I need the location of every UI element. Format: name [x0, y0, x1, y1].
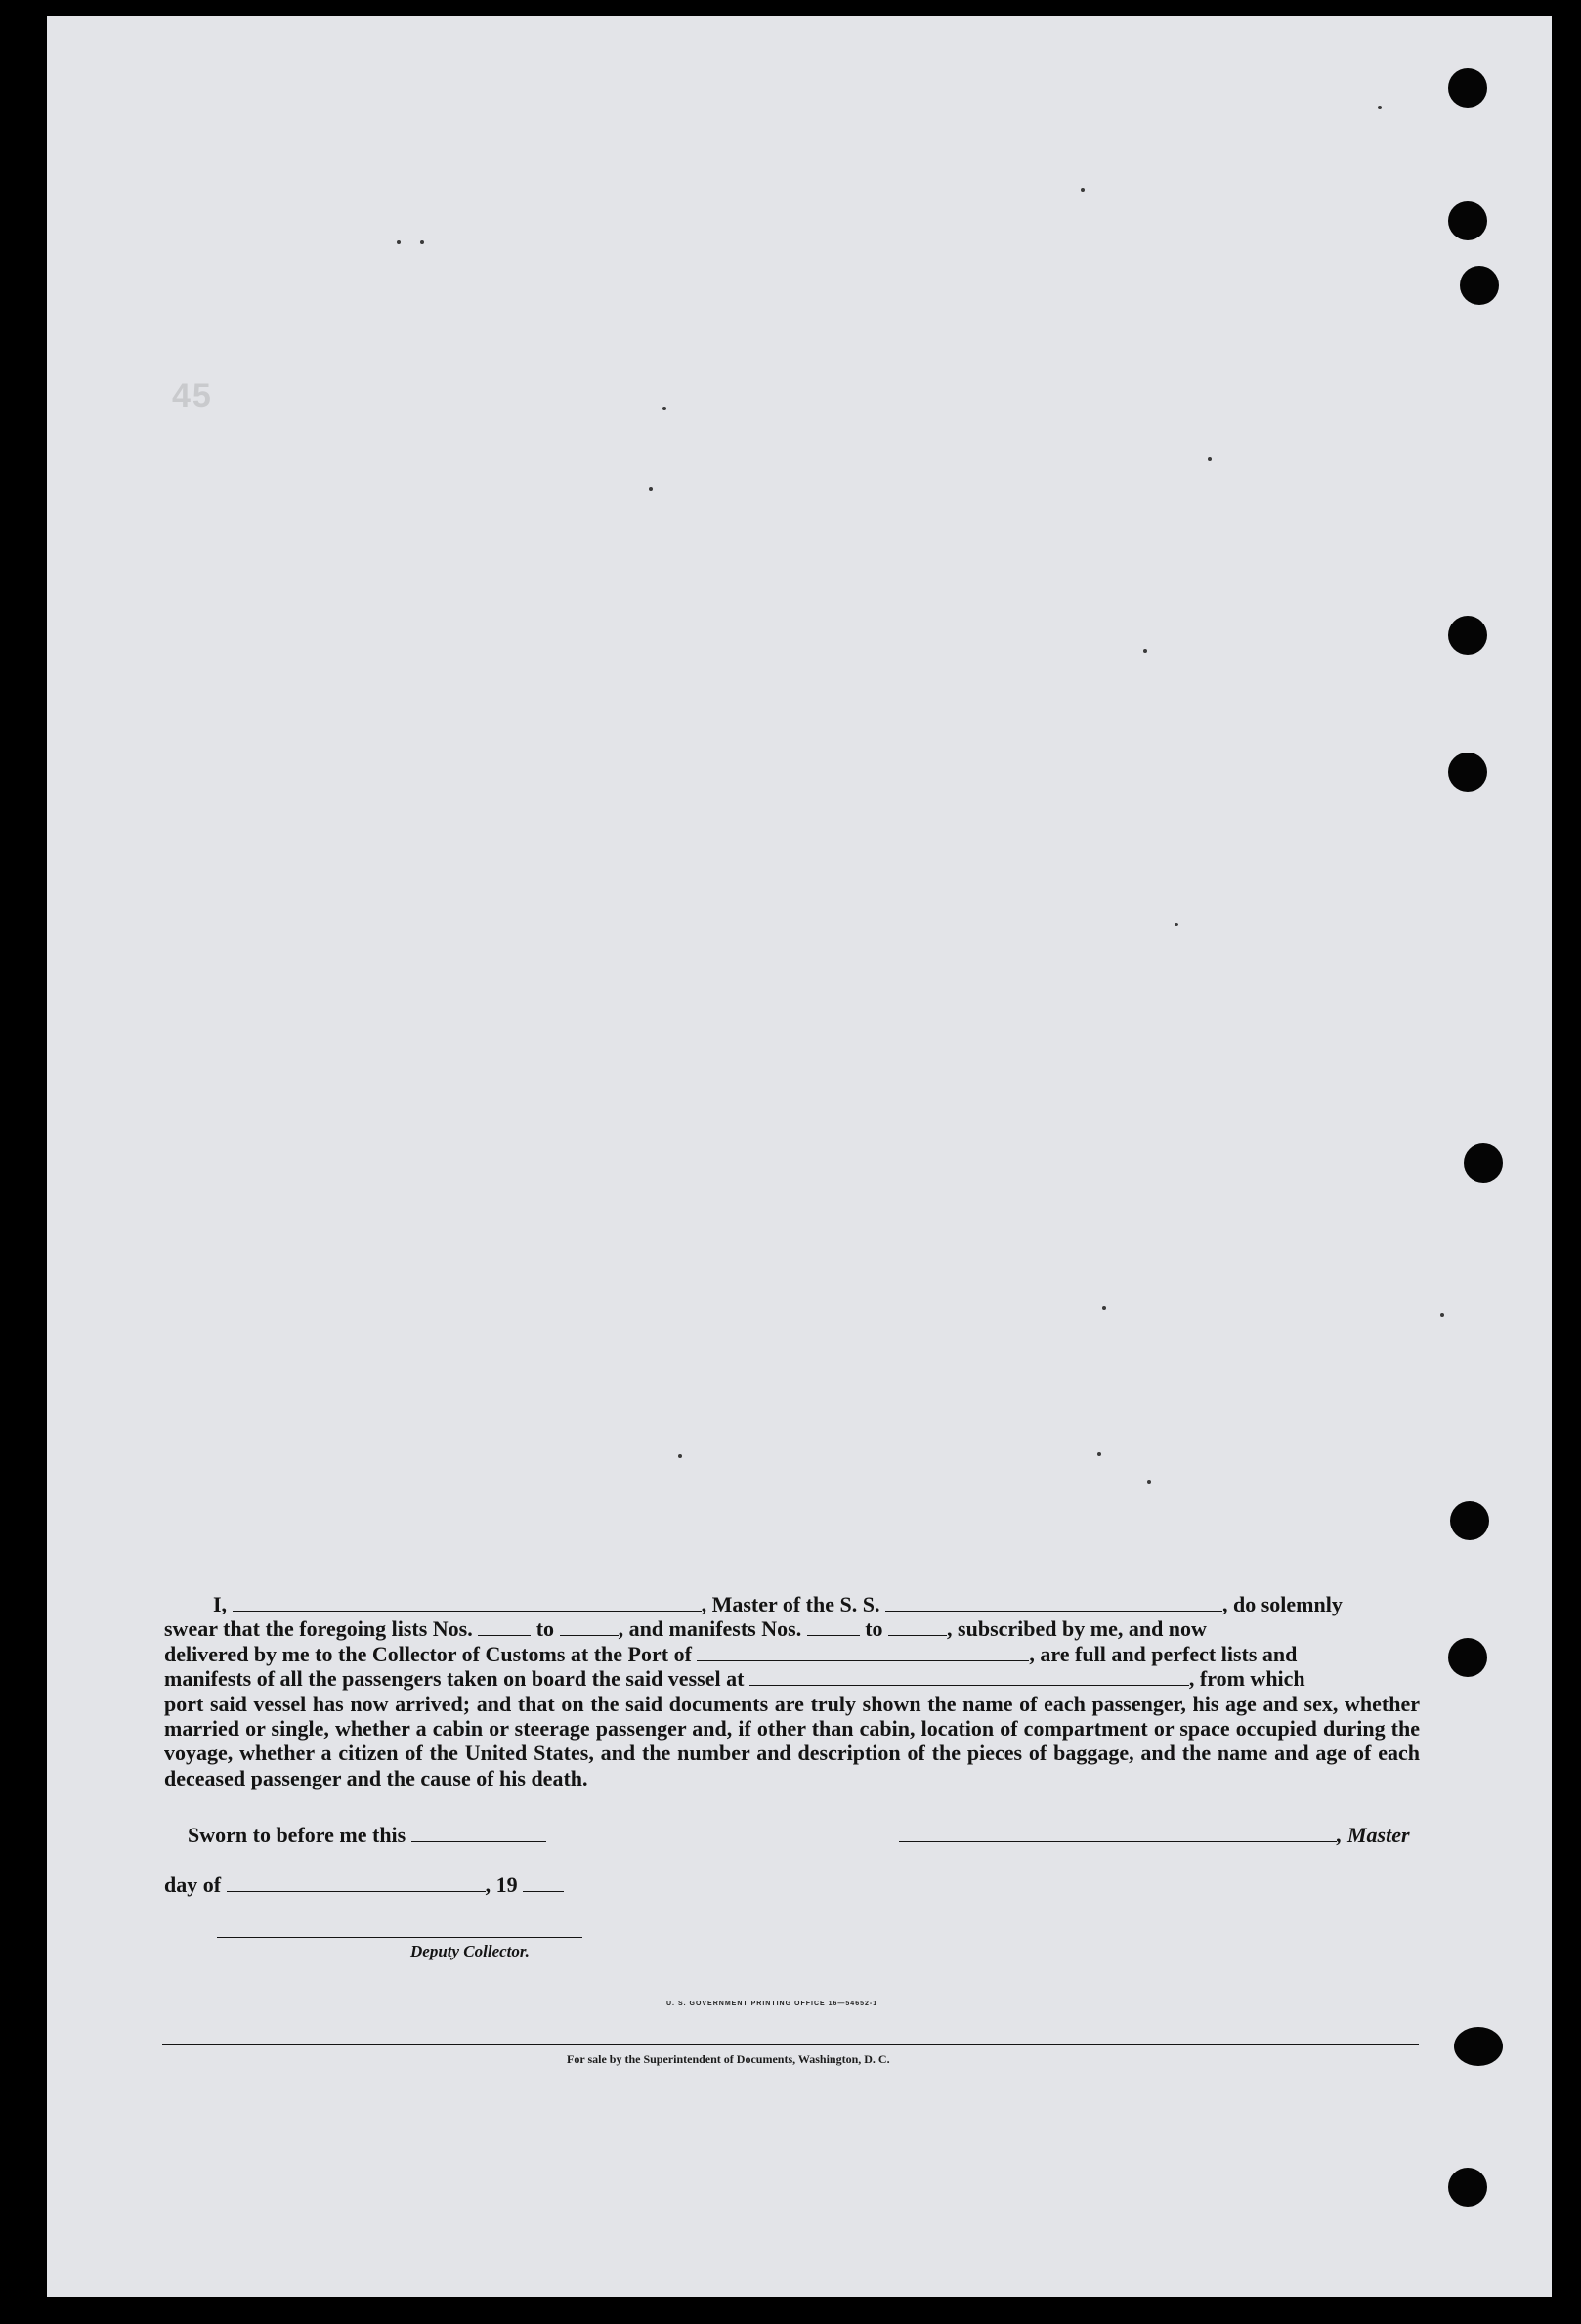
scan-speck [397, 240, 401, 244]
lists-to-blank[interactable] [560, 1617, 619, 1636]
punch-hole [1450, 1501, 1489, 1540]
oath-opening: I, [213, 1592, 228, 1616]
scan-speck [1081, 188, 1085, 192]
port-of-departure-blank[interactable] [749, 1667, 1189, 1686]
document-page [47, 16, 1552, 2297]
scan-speck [1208, 457, 1212, 461]
punch-hole [1448, 753, 1487, 792]
lists-from-blank[interactable] [478, 1617, 531, 1636]
subscribed-label: , subscribed by me, and now [947, 1616, 1207, 1642]
bleed-through-page-number: 45 [172, 377, 213, 414]
oath-line-2 [164, 1616, 1420, 1641]
oath-body: port said vessel has now arrived; and that on the said documents are truly shown the name of each passenger, his age and sex, whether married or single, whether a cabin or steerage passenger and, if other than cabin, location of compartment or space occupied during the voyage, whether a citizen of the United States, and the number and description of the pieces of baggage, and the name and age of each deceased passenger and the cause of his death. [164, 1691, 1420, 1790]
delivered-label: delivered by me to the Collector of Customs at the Port of [164, 1641, 692, 1666]
sworn-date-blank[interactable] [411, 1824, 546, 1842]
scan-speck [662, 407, 666, 410]
year-blank[interactable] [523, 1873, 564, 1892]
deputy-collector-caption: Deputy Collector. [410, 1942, 530, 1960]
day-of-label: day of [164, 1872, 222, 1897]
punch-hole [1448, 68, 1487, 108]
master-label: , Master [1337, 1823, 1410, 1847]
full-perfect-label: , are full and perfect lists and [1029, 1641, 1298, 1666]
sworn-row [188, 1823, 546, 1848]
scan-speck [1102, 1306, 1106, 1310]
printing-office-imprint: U. S. GOVERNMENT PRINTING OFFICE 16—54652-1 [666, 2001, 878, 2007]
punch-hole [1454, 2027, 1503, 2066]
from-which-label: , from which [1188, 1666, 1305, 1692]
master-of-ss-label: , Master of the S. S. [701, 1592, 880, 1616]
scan-speck [1175, 923, 1178, 926]
scan-speck [678, 1454, 682, 1458]
footer-sale-note: For sale by the Superintendent of Documents, Washington, D. C. [567, 2052, 890, 2066]
to-label-1: to [535, 1616, 555, 1642]
scan-speck [1143, 649, 1147, 653]
oath-line-1 [164, 1592, 1420, 1616]
punch-hole [1448, 2168, 1487, 2207]
deputy-signature-line[interactable] [217, 1937, 582, 1938]
port-of-arrival-blank[interactable] [697, 1643, 1029, 1661]
day-of-blank[interactable] [227, 1873, 486, 1892]
scan-speck [1097, 1452, 1101, 1456]
sworn-label: Sworn to before me this [188, 1823, 406, 1847]
oath-paragraph [164, 1592, 1420, 1790]
ship-name-blank[interactable] [885, 1593, 1222, 1612]
do-solemnly-label: , do solemnly [1221, 1592, 1343, 1616]
day-of-row [164, 1872, 564, 1898]
master-name-blank[interactable] [233, 1593, 702, 1612]
scan-speck [649, 487, 653, 491]
to-label-2: to [865, 1616, 883, 1642]
manifests-from-blank[interactable] [807, 1617, 860, 1636]
punch-hole [1464, 1143, 1503, 1183]
manifests-to-blank[interactable] [888, 1617, 947, 1636]
scan-speck [420, 240, 424, 244]
punch-hole [1448, 1638, 1487, 1677]
scan-speck [1440, 1313, 1444, 1317]
scan-speck [1147, 1480, 1151, 1484]
punch-hole [1460, 266, 1499, 305]
oath-line-4 [164, 1666, 1420, 1691]
punch-hole [1448, 201, 1487, 240]
master-signature-row [899, 1823, 1410, 1848]
master-signature-blank[interactable] [899, 1824, 1337, 1842]
punch-hole [1448, 616, 1487, 655]
scan-speck [1378, 106, 1382, 109]
footer-divider [162, 2044, 1419, 2045]
scan-bottom-border [0, 2297, 1581, 2324]
oath-line-3 [164, 1642, 1420, 1666]
year-label: , 19 [485, 1872, 518, 1897]
and-manifests-label: , and manifests Nos. [618, 1616, 802, 1642]
swear-lists-label: swear that the foregoing lists Nos. [164, 1616, 473, 1642]
manifests-all-label: manifests of all the passengers taken on board the said vessel at [164, 1666, 745, 1692]
